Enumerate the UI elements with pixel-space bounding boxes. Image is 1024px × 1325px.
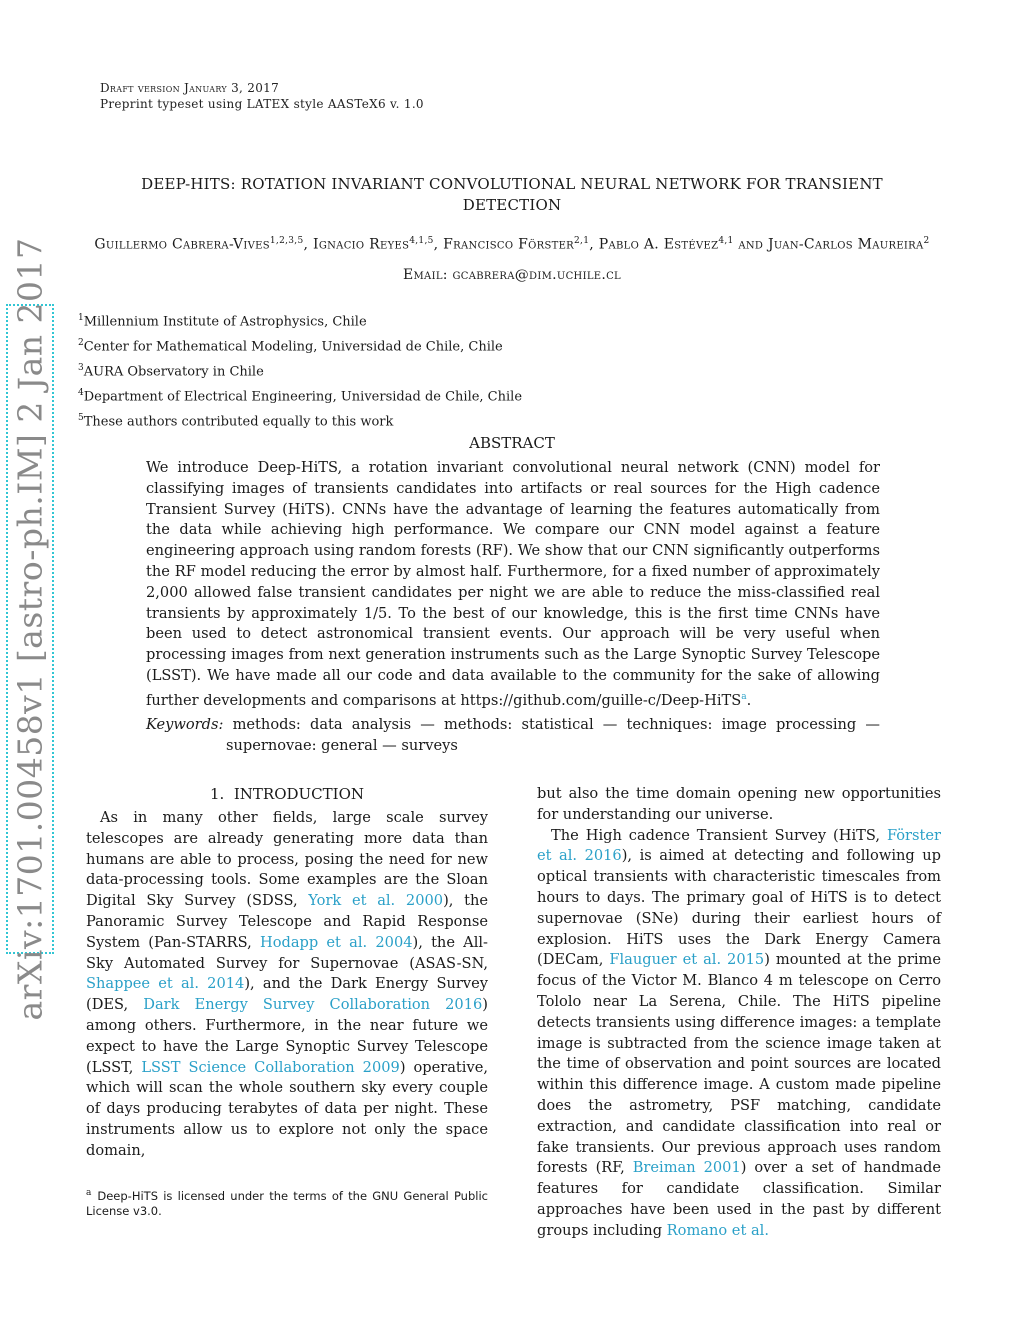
author-affiliation-sup: 4,1,5 <box>409 236 434 246</box>
author-name: Ignacio Reyes <box>313 236 410 253</box>
affiliation-number: 1 <box>78 313 84 323</box>
citation-link[interactable]: Dark Energy Survey Collaboration 2016 <box>143 996 483 1014</box>
footnote-mark: a <box>86 1188 92 1198</box>
footnote-mark-link[interactable]: a <box>741 691 747 702</box>
section-heading <box>86 785 488 803</box>
footnote-text: Deep-HiTS is licensed under the terms of the GNU General Public License v3.0. <box>86 1188 488 1218</box>
intro-left-column <box>86 808 488 1162</box>
citation-link[interactable]: LSST Science Collaboration 2009 <box>141 1058 400 1076</box>
paper-title <box>100 174 924 216</box>
author-name: Juan-Carlos Maureira <box>767 236 924 253</box>
affiliation-item <box>78 383 718 408</box>
preprint-line: Preprint typeset using LATEX style AASTeX6 v. 1.0 <box>100 97 424 111</box>
keywords <box>146 715 880 757</box>
citation-link[interactable]: Breiman 2001 <box>632 1159 741 1177</box>
citation-link[interactable]: Flauguer et al. 2015 <box>609 951 765 969</box>
intro-paragraph-1: As in many other fields, large scale survey telescopes are already generating more data than humans are able to process, posing the need for new data-processing tools. Some examples are the Sloan Digital Sky Survey (SDSS, York et al. 2000), the Panoramic Survey Telescope and Rapid Response System (Pan-STARRS, Hodapp et al. 2004), the All-Sky Automated Survey for Supernovae (ASAS-SN, Shappee et al. 2014), and the Dark Energy Survey (DES, Dark Energy Survey Collaboration 2016) among others. Furthermore, in the near future we expect to have the Large Synoptic Survey Telescope (LSST, LSST Science Collaboration 2009) operative, which will scan the whole southern sky every couple of days producing terabytes of data per night. These instruments allow us to explore not only the space domain, <box>86 809 489 1159</box>
abstract-text: We introduce Deep-HiTS, a rotation invariant convolutional neural network (CNN) model for classifying images of transients candidates into artifacts or real sources for the High cadence Transient Survey (HiTS). CNNs have the advantage of learning the features automatically from the data while achieving high performance. We compare our CNN model against a feature engineering approach using random forests (RF). We show that our CNN significantly outperforms the RF model reducing the error by almost half. Furthermore, for a fixed number of approximately 2,000 allowed false transient candidates per night we are able to reduce the miss-classified real transients by approximately 1/5. To the best of our knowledge, this is the first time CNNs have been used to detect astronomical transient events. Our approach will be very useful when processing images from next generation instruments such as the Large Synoptic Survey Telescope (LSST). We have made all our code and data available to the community for the sake of allowing further developments and comparisons at https://github.com/guille-c/Deep-HiTS <box>146 459 880 709</box>
title-line-2: DETECTION <box>462 196 562 214</box>
title-line-1: DEEP-HITS: ROTATION INVARIANT CONVOLUTIONAL NEURAL NETWORK FOR TRANSIENT <box>141 175 883 193</box>
keywords-label: Keywords: <box>146 716 224 733</box>
draft-header <box>100 80 424 112</box>
abstract-heading: ABSTRACT <box>469 434 555 452</box>
citation-link[interactable]: Hodapp et al. 2004 <box>259 933 413 951</box>
citation-link[interactable]: York et al. 2000 <box>308 892 444 910</box>
citation-link[interactable]: Romano et al. <box>666 1221 769 1239</box>
author-email[interactable]: Email: gcabrera@dim.uchile.cl <box>402 267 622 283</box>
section-number: 1. <box>209 785 225 803</box>
affiliation-list <box>78 308 718 433</box>
affiliation-item <box>78 308 718 333</box>
affiliation-text: These authors contributed equally to this work <box>83 414 394 430</box>
author-affiliation-sup: 2,1 <box>574 236 590 246</box>
arxiv-side-stamp <box>6 237 54 1021</box>
draft-version-line: Draft version January 3, 2017 <box>100 81 280 95</box>
citation-link[interactable]: Förster et al. 2016 <box>537 826 941 865</box>
author-name: Guillermo Cabrera-Vives <box>94 236 270 253</box>
author-name: Pablo A. Estévez <box>598 236 719 253</box>
author-list: Guillermo Cabrera-Vives$^{1,2,3,5}$, Ignacio Reyes$^{4,1,5}$, Francisco Förster$^{2,1}$, Pablo A. Estévez$^{4,1}$ and Juan-Carlos Maureira$^2$ <box>94 236 930 253</box>
author-affiliation-sup: 1,2,3,5 <box>269 236 304 246</box>
arxiv-id-text[interactable]: arXiv:1701.00458v1 [astro-ph.IM] 2 Jan 2017 <box>10 237 50 1021</box>
affiliation-text: Department of Electrical Engineering, Universidad de Chile, Chile <box>83 389 523 405</box>
author-name: Francisco Förster <box>443 236 575 253</box>
intro-right-column <box>537 784 941 1242</box>
affiliation-item <box>78 408 718 433</box>
affiliation-number: 2 <box>78 337 84 348</box>
citation-link[interactable]: Shappee et al. 2014 <box>86 975 245 993</box>
author-affiliation-sup: 4,1 <box>718 236 734 246</box>
author-affiliation-sup: 2 <box>923 236 930 246</box>
affiliation-number: 3 <box>78 362 84 373</box>
intro-paragraph-1-cont: but also the time domain opening new opportunities for understanding our universe. <box>537 785 941 823</box>
intro-paragraph-2: The High cadence Transient Survey (HiTS, Förster et al. 2016), is aimed at detecting and following up optical transients with characteristic timescales from hours to days. The primary goal of HiTS is to detect supernovae (SNe) during their earliest hours of explosion. HiTS uses the Dark Energy Camera (DECam, Flauguer et al. 2015) mounted at the prime focus of the Victor M. Blanco 4 m telescope on Cerro Tololo near La Serena, Chile. The HiTS pipeline detects transients using difference images: a template image is subtracted from the science image taken at the time of observation and point sources are located within this difference image. A custom made pipeline does the astrometry, PSF matching, candidate extraction, and candidate classification into real or fake transients. Our previous approach uses random forests (RF, Breiman 2001) over a set of handmade features for candidate classification. Similar approaches have been used in the past by different groups including Romano et al. <box>537 826 941 1239</box>
affiliation-text: Center for Mathematical Modeling, Universidad de Chile, Chile <box>83 339 503 355</box>
affiliation-text: AURA Observatory in Chile <box>83 364 264 380</box>
section-title: INTRODUCTION <box>233 785 364 803</box>
abstract-body: We introduce Deep-HiTS, a rotation invariant convolutional neural network (CNN) model for classifying images of transients candidates into artifacts or real sources for the High cadence Transient Survey (HiTS). CNNs have the advantage of learning the features automatically from the data while achieving high performance. We compare our CNN model against a feature engineering approach using random forests (RF). We show that our CNN significantly outperforms the RF model reducing the error by almost half. Furthermore, for a fixed number of approximately 2,000 allowed false transient candidates per night we are able to reduce the miss-classified real transients by approximately 1/5. To the best of our knowledge, this is the first time CNNs have been used to detect astronomical transient events. Our approach will be very useful when processing images from next generation instruments such as the Large Synoptic Survey Telescope (LSST). We have made all our code and data available to the community for the sake of allowing further developments and comparisons at https://github.com/guille-c/Deep-HiTS$^a$. <box>146 459 880 709</box>
affiliation-text: Millennium Institute of Astrophysics, Chile <box>83 314 367 330</box>
affiliation-number: 4 <box>78 387 84 398</box>
affiliation-item <box>78 358 718 383</box>
footnote <box>86 1186 488 1219</box>
affiliation-item <box>78 333 718 358</box>
affiliation-number: 5 <box>78 412 84 423</box>
keywords-text: methods: data analysis — methods: statistical — techniques: image processing — supernovae: general — surveys <box>226 716 881 754</box>
